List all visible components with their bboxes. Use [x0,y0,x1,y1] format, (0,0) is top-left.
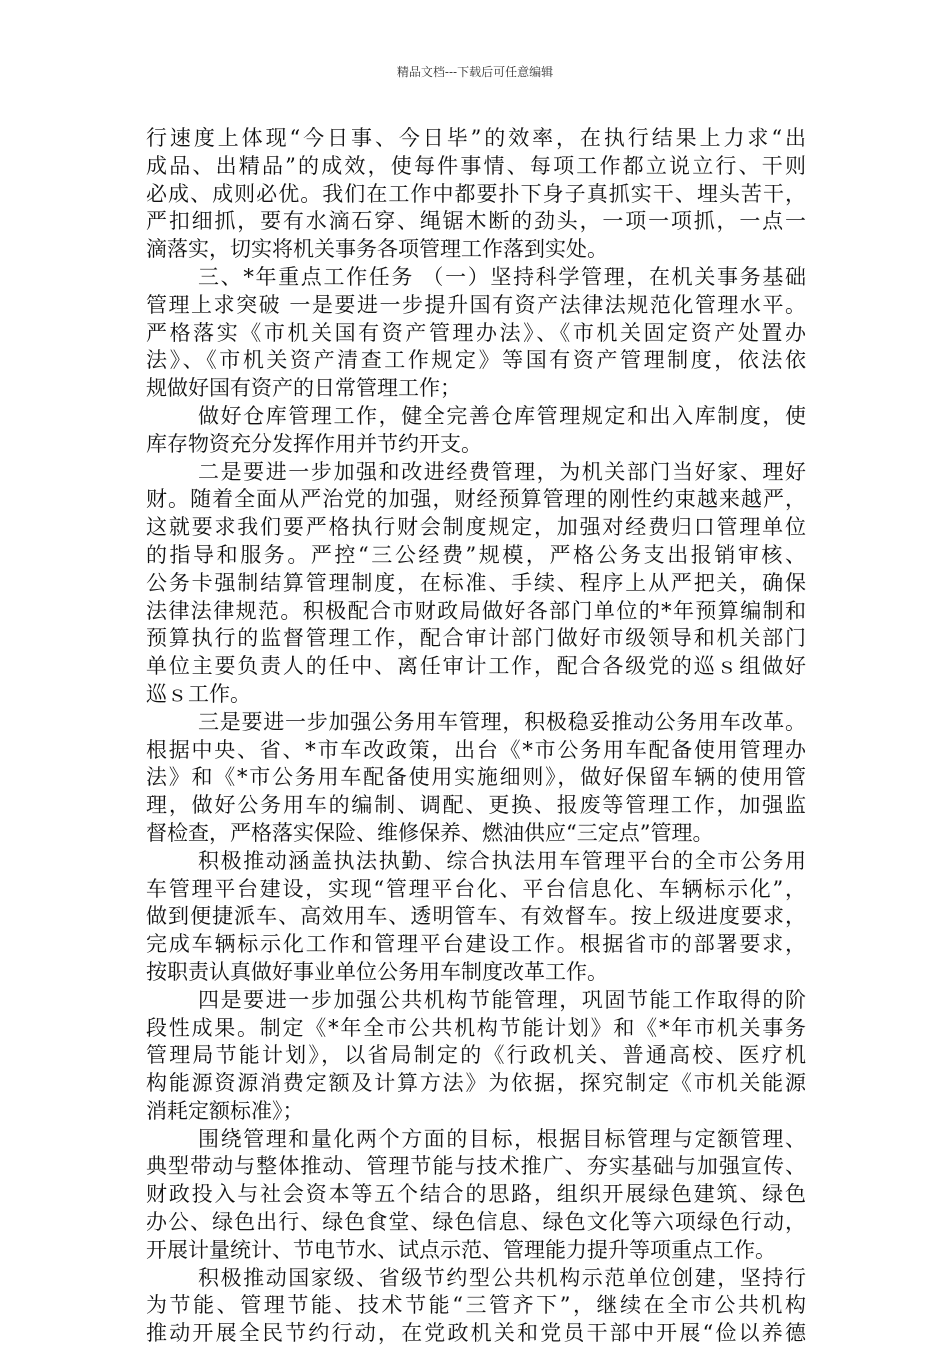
text-line: 严格落实《市机关国有资产管理办法》、《市机关固定资产处置办 [146,320,806,345]
text-line: 巡ｓ工作。 [146,681,251,706]
text-line: 行速度上体现“今日事、今日毕”的效率，在执行结果上力求“出 [146,126,806,150]
text-line: 开展计量统计、节电节水、试点示范、管理能力提升等项重点工作。 [146,1237,776,1262]
text-line: 推动开展全民节约行动，在党政机关和党员干部中开展“俭以养德 [146,1321,806,1346]
text-line: 三是要进一步加强公务用车管理，积极稳妥推动公务用车改革。 [198,709,806,734]
text-line: 办公、绿色出行、绿色食堂、绿色信息、绿色文化等六项绿色行动， [146,1210,806,1235]
text-line: 单位主要负责人的任中、离任审计工作，配合各级党的巡ｓ组做好 [146,654,806,679]
text-line: 做到便捷派车、高效用车、透明管车、有效督车。按上级进度要求， [146,904,806,929]
document-body [146,125,806,1348]
text-line: 围绕管理和量化两个方面的目标，根据目标管理与定额管理、 [198,1126,806,1151]
text-line: 管理局节能计划》，以省局制定的《行政机关、普通高校、医疗机 [146,1043,806,1068]
text-line: 财。随着全面从严治党的加强，财经预算管理的刚性约束越来越严， [146,487,806,512]
text-line: 典型带动与整体推动、管理节能与技术推广、夯实基础与加强宣传、 [146,1154,806,1179]
text-line: 公务卡强制结算管理制度，在标准、手续、程序上从严把关，确保 [146,570,806,595]
text-line: 完成车辆标示化工作和管理平台建设工作。根据省市的部署要求， [146,932,806,957]
text-line: 严扣细抓，要有水滴石穿、绳锯木断的劲头，一项一项抓，一点一 [146,209,806,234]
text-line: 三、*年重点工作任务 （一）坚持科学管理，在机关事务基础 [198,264,806,289]
text-line: 库存物资充分发挥作用并节约开支。 [146,431,482,456]
text-line: 管理上求突破 一是要进一步提升国有资产法律法规范化管理水平。 [146,292,806,317]
text-line: 构能源资源消费定额及计算方法》为依据，探究制定《市机关能源 [146,1071,806,1096]
text-line: 预算执行的监督管理工作，配合审计部门做好市级领导和机关部门 [146,626,806,651]
text-line: 积极推动国家级、省级节约型公共机构示范单位创建，坚持行 [198,1265,806,1290]
text-line: 二是要进一步加强和改进经费管理，为机关部门当好家、理好 [198,459,806,484]
text-line: 成品、出精品”的成效，使每件事情、每项工作都立说立行、干则 [146,153,806,178]
text-line: 财政投入与社会资本等五个结合的思路，组织开展绿色建筑、绿色 [146,1182,806,1207]
text-line: 四是要进一步加强公共机构节能管理，巩固节能工作取得的阶 [198,987,806,1012]
text-line: 做好仓库管理工作，健全完善仓库管理规定和出入库制度，使 [198,403,806,428]
text-line: 段性成果。制定《*年全市公共机构节能计划》和《*年市机关事务 [146,1015,806,1040]
text-line: 法律法律规范。积极配合市财政局做好各部门单位的*年预算编制和 [146,598,806,623]
text-line: 滴落实，切实将机关事务各项管理工作落到实处。 [146,237,608,262]
text-line: 为节能、管理节能、技术节能“三管齐下”，继续在全市公共机构 [146,1293,806,1318]
text-line: 法》、《市机关资产清查工作规定》等国有资产管理制度，依法依 [146,348,806,373]
text-line: 督检查，严格落实保险、维修保养、燃油供应“三定点”管理。 [146,820,714,845]
text-line: 根据中央、省、*市车改政策，出台《*市公务用车配备使用管理办 [146,737,806,762]
text-line: 法》和《*市公务用车配备使用实施细则》，做好保留车辆的使用管 [146,765,806,790]
text-line: 这就要求我们要严格执行财会制度规定，加强对经费归口管理单位 [146,515,806,540]
text-line: 理，做好公务用车的编制、调配、更换、报废等管理工作，加强监 [146,793,806,818]
text-line: 按职责认真做好事业单位公务用车制度改革工作。 [146,959,608,984]
text-line: 消耗定额标准》； [146,1098,304,1123]
text-line: 积极推动涵盖执法执勤、综合执法用车管理平台的全市公务用 [198,848,806,873]
text-line: 车管理平台建设，实现“管理平台化、平台信息化、车辆标示化”， [146,876,806,901]
text-line: 的指导和服务。严控“三公经费”规模，严格公务支出报销审核、 [146,542,806,567]
text-line: 必成、成则必优。我们在工作中都要扑下身子真抓实干、埋头苦干， [146,181,806,206]
text-line: 规做好国有资产的日常管理工作； [146,376,461,401]
page-header: 精品文档---下载后可任意编辑 [396,65,554,79]
